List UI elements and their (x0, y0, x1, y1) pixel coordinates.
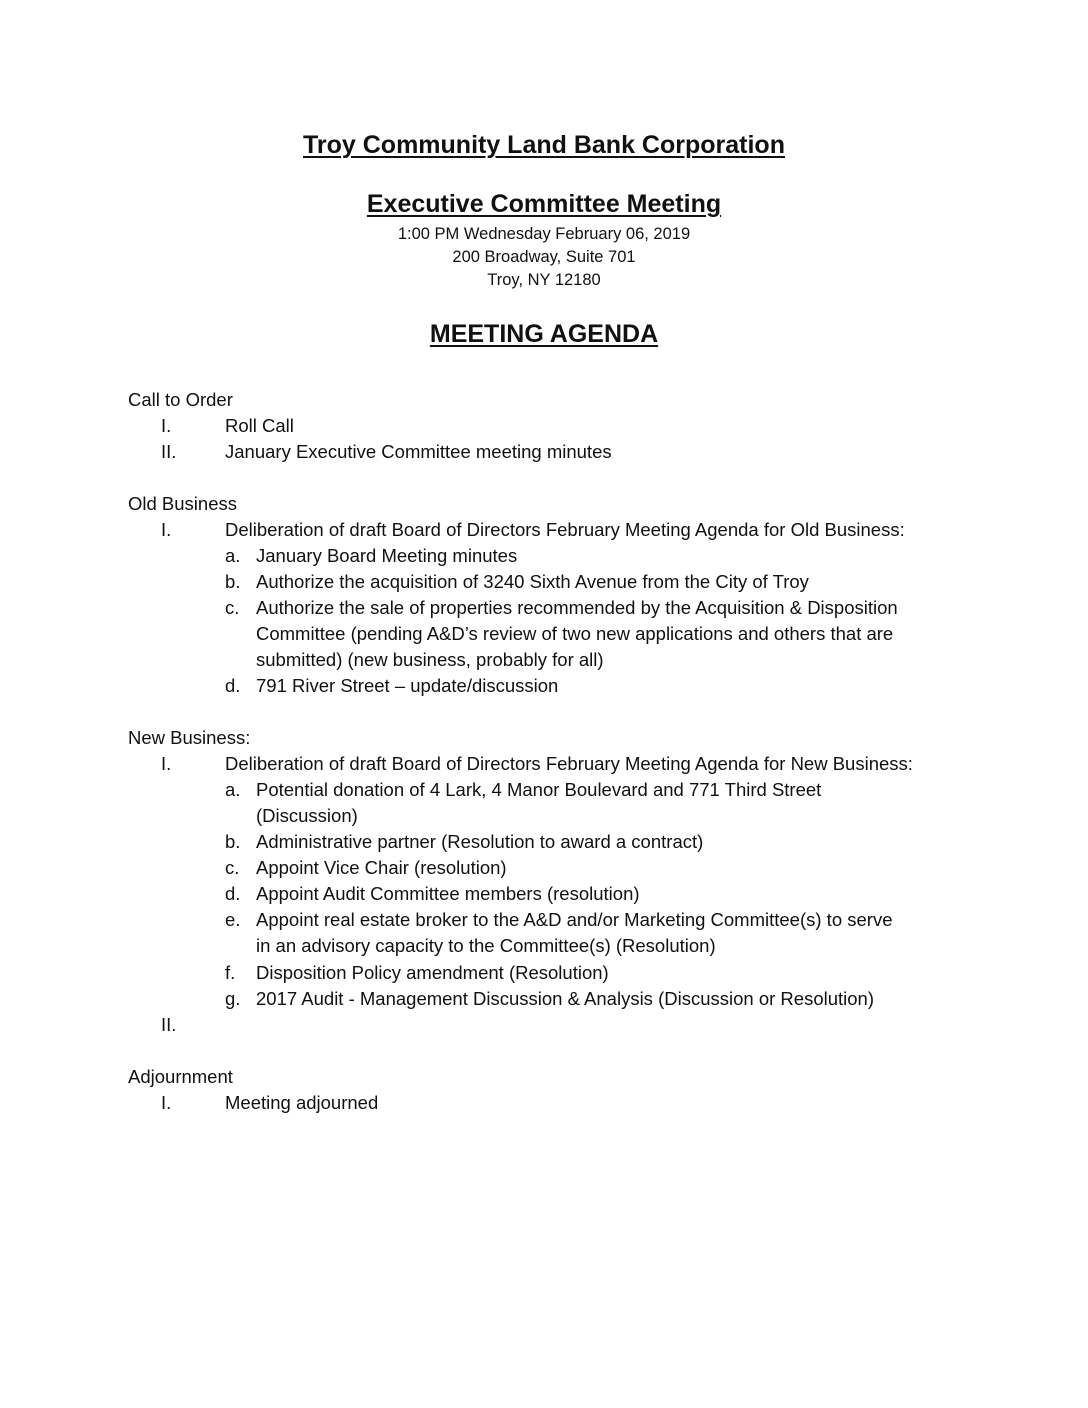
meeting-address-line1: 200 Broadway, Suite 701 (452, 248, 636, 266)
item-text: Deliberation of draft Board of Directors February Meeting Agenda for Old Business: (225, 519, 905, 540)
item-text: Roll Call (225, 415, 294, 436)
item-number: I. (161, 1092, 172, 1113)
agenda-title: MEETING AGENDA (429, 320, 659, 348)
section-title-call-to-order: Call to Order (128, 389, 233, 410)
item-text: Meeting adjourned (225, 1092, 379, 1113)
subitem-text: 2017 Audit - Management Discussion & Analysis (Discussion or Resolution) (256, 988, 874, 1009)
item-number: I. (161, 519, 172, 540)
subitem-letter: d. (225, 675, 241, 696)
subitem-text-continued: in an advisory capacity to the Committee(s) (Resolution) (256, 935, 716, 956)
subitem-letter: b. (225, 571, 241, 592)
meeting-title: Executive Committee Meeting (366, 190, 722, 218)
subitem-text: Potential donation of 4 Lark, 4 Manor Boulevard and 771 Third Street (256, 779, 822, 800)
subitem-letter: a. (225, 779, 241, 800)
subitem-text: 791 River Street – update/discussion (256, 675, 559, 696)
item-number: I. (161, 415, 172, 436)
section-title-old-business: Old Business (128, 493, 237, 514)
subitem-text: Appoint real estate broker to the A&D and/or Marketing Committee(s) to serve (256, 909, 893, 930)
subitem-letter: c. (225, 857, 240, 878)
section-title-new-business: New Business: (128, 727, 251, 748)
subitem-letter: c. (225, 597, 240, 618)
subitem-letter: b. (225, 831, 241, 852)
item-number: II. (161, 441, 177, 462)
subitem-text: Authorize the acquisition of 3240 Sixth Avenue from the City of Troy (256, 571, 809, 592)
org-title: Troy Community Land Bank Corporation (303, 131, 785, 159)
subitem-letter: g. (225, 988, 241, 1009)
subitem-text: Administrative partner (Resolution to award a contract) (256, 831, 704, 852)
item-text: January Executive Committee meeting minutes (225, 441, 612, 462)
meeting-datetime: 1:00 PM Wednesday February 06, 2019 (397, 225, 691, 243)
item-number: I. (161, 753, 172, 774)
subitem-text: Appoint Audit Committee members (resolution) (256, 883, 640, 904)
subitem-letter: f. (225, 962, 236, 983)
subitem-text-continued: Committee (pending A&D’s review of two new applications and others that are (256, 623, 894, 644)
subitem-text-continued: (Discussion) (256, 805, 358, 826)
item-text: Deliberation of draft Board of Directors February Meeting Agenda for New Business: (225, 753, 913, 774)
subitem-letter: e. (225, 909, 241, 930)
subitem-letter: a. (225, 545, 241, 566)
item-number: II. (161, 1014, 177, 1035)
meeting-address-line2: Troy, NY 12180 (487, 271, 601, 289)
section-title-adjournment: Adjournment (128, 1066, 233, 1087)
subitem-letter: d. (225, 883, 241, 904)
subitem-text: January Board Meeting minutes (256, 545, 518, 566)
subitem-text: Authorize the sale of properties recommended by the Acquisition & Disposition (256, 597, 898, 618)
subitem-text-continued: submitted) (new business, probably for all) (256, 649, 604, 670)
subitem-text: Disposition Policy amendment (Resolution) (256, 962, 609, 983)
subitem-text: Appoint Vice Chair (resolution) (256, 857, 507, 878)
